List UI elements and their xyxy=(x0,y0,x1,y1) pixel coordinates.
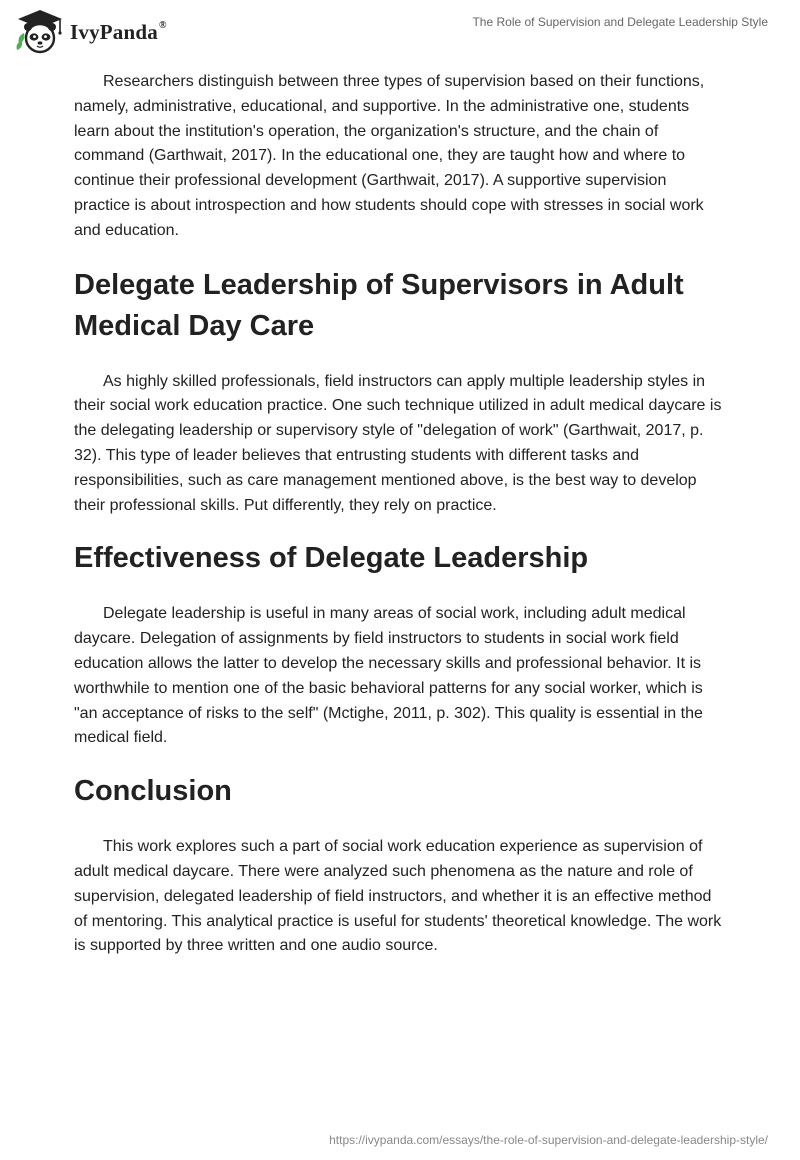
panda-graduate-icon xyxy=(14,8,66,54)
section-paragraph-delegate-leadership: As highly skilled professionals, field instructors can apply multiple leadership styles in their social work education practice. One such technique utilized in adult medical daycare is the delegating leadership or supervisory style of "delegation of work" (Garthwait, 2017, p. 32). This type of leader believes that entrusting students with different tasks and responsibilities, such as care management mentioned above, is the best way to develop their professional skills. Put differently, they rely on practice. xyxy=(74,372,722,514)
logo-wordmark: IvyPanda® xyxy=(70,19,167,44)
section-heading-conclusion: Conclusion xyxy=(74,775,232,808)
ivypanda-logo[interactable] xyxy=(14,8,167,54)
document-title: The Role of Supervision and Delegate Leadership Style xyxy=(472,15,768,29)
section-heading-effectiveness: Effectiveness of Delegate Leadership xyxy=(74,542,589,575)
section-paragraph-conclusion: This work explores such a part of social work education experience as supervision of adult medical daycare. There were analyzed such phenomena as the nature and role of supervision, delegated leadership of field instructors, and whether it is an effective method of mentoring. This analytical practice is useful for students' theoretical knowledge. The work is supported by three written and one audio source. xyxy=(74,838,722,955)
section-paragraph-effectiveness: Delegate leadership is useful in many areas of social work, including adult medical daycare. Delegation of assignments by field instructors to students in social work field education allows the latter to develop the necessary skills and professional behavior. It is worthwhile to mention one of the basic behavioral patterns for any social worker, which is "an acceptance of risks to the self" (Mctighe, 2011, p. 302). This quality is essential in the medical field. xyxy=(74,605,703,747)
page-header xyxy=(0,0,800,64)
section-heading-delegate-leadership: Delegate Leadership of Supervisors in Adult Medical Day Care xyxy=(74,268,684,342)
source-url[interactable]: https://ivypanda.com/essays/the-role-of-supervision-and-delegate-leadership-style/ xyxy=(329,1133,768,1147)
essay-body xyxy=(74,70,724,959)
registered-mark: ® xyxy=(158,19,167,31)
intro-paragraph: Researchers distinguish between three types of supervision based on their functions, namely, administrative, educational, and supportive. In the administrative one, students learn about the institution's operation, the organization's structure, and the chain of command (Garthwait, 2017). In the educational one, they are taught how and where to continue their professional development (Garthwait, 2017). A supportive supervision practice is about introspection and how students should cope with stresses in social work and education. xyxy=(74,73,705,239)
